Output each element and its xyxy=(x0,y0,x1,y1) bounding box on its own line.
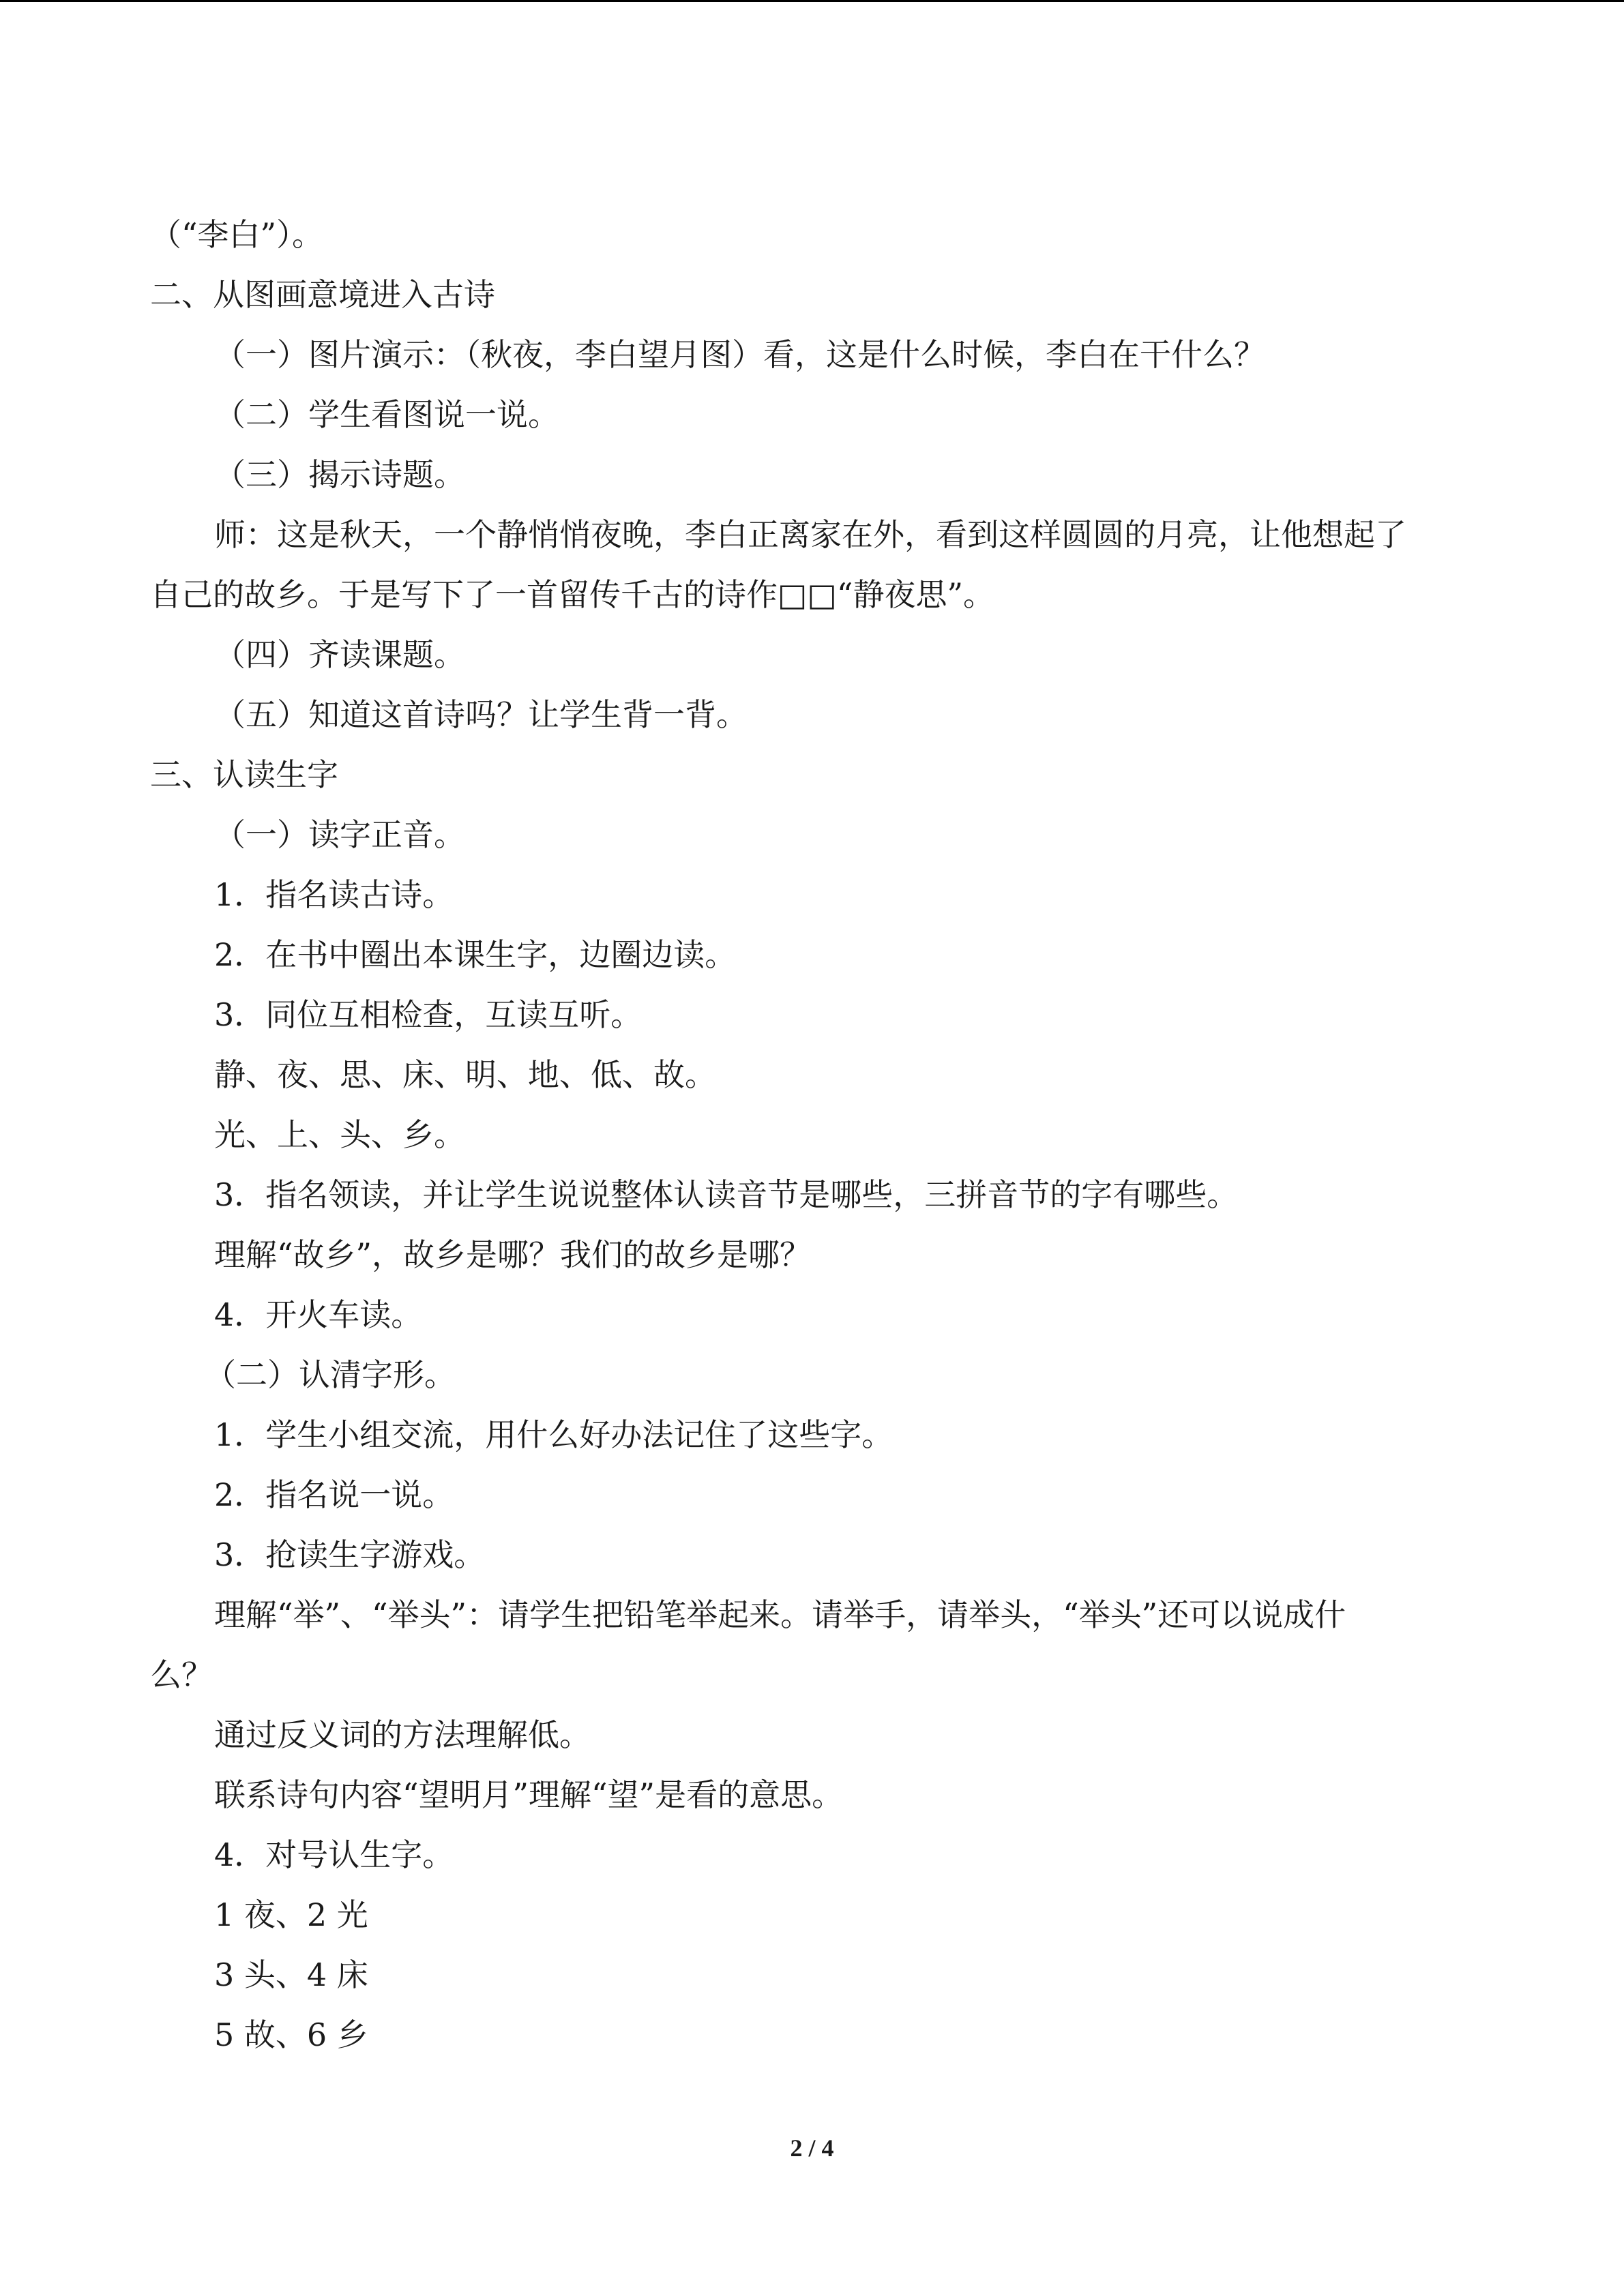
text-line: 2．指名说一说。 xyxy=(214,1476,454,1513)
section-heading: 三、认读生字 xyxy=(150,756,338,793)
text-line: 光、上、头、乡。 xyxy=(214,1116,465,1153)
text-line: 4．开火车读。 xyxy=(214,1296,423,1333)
text-line: 么？ xyxy=(150,1656,213,1693)
text-line: 1 夜、2 光 xyxy=(214,1896,368,1933)
document-body xyxy=(150,205,1480,2065)
text-line: （一）读字正音。 xyxy=(214,816,465,853)
text-line: （“李白”）。 xyxy=(150,216,324,253)
text-line: 3．指名领读，并让学生说说整体认读音节是哪些，三拼音节的字有哪些。 xyxy=(214,1176,1239,1213)
text-line: 师：这是秋天，一个静悄悄夜晚，李白正离家在外，看到这样圆圆的月亮，让他想起了 xyxy=(214,516,1406,553)
text-line: 1．学生小组交流，用什么好办法记住了这些字。 xyxy=(214,1416,894,1453)
text-line: （五）知道这首诗吗？让学生背一背。 xyxy=(214,696,748,733)
text-line: （二）认清字形。 xyxy=(205,1356,456,1393)
text-line: 通过反义词的方法理解低。 xyxy=(214,1716,591,1753)
text-line: 自己的故乡。于是写下了一首留传千古的诗作□□“静夜思”。 xyxy=(150,576,994,613)
text-line: 1．指名读古诗。 xyxy=(214,876,454,913)
text-line: 4．对号认生字。 xyxy=(214,1836,454,1873)
section-heading: 二、从图画意境进入古诗 xyxy=(150,276,495,313)
top-border-rule xyxy=(0,0,1624,2)
text-line: 3．抢读生字游戏。 xyxy=(214,1536,486,1573)
text-line: 3 头、4 床 xyxy=(214,1956,368,1993)
text-line: 2．在书中圈出本课生字，边圈边读。 xyxy=(214,936,737,973)
text-line: （三）揭示诗题。 xyxy=(214,456,465,493)
text-line: 理解“举”、“举头”：请学生把铅笔举起来。请举手，请举头，“举头”还可以说成什 xyxy=(214,1596,1346,1633)
page-number: 2 / 4 xyxy=(790,2134,834,2162)
text-line: 理解“故乡”，故乡是哪？我们的故乡是哪？ xyxy=(214,1236,812,1273)
text-line: （四）齐读课题。 xyxy=(214,636,465,673)
text-line: （二）学生看图说一说。 xyxy=(214,396,559,433)
text-line: （一）图片演示：（秋夜，李白望月图）看，这是什么时候，李白在干什么？ xyxy=(214,336,1265,373)
text-line: 联系诗句内容“望明月”理解“望”是看的意思。 xyxy=(214,1776,844,1813)
text-line: 5 故、6 乡 xyxy=(214,2016,368,2053)
text-line: 3．同位互相检查，互读互听。 xyxy=(214,996,643,1033)
text-line: 静、夜、思、床、明、地、低、故。 xyxy=(214,1056,716,1093)
